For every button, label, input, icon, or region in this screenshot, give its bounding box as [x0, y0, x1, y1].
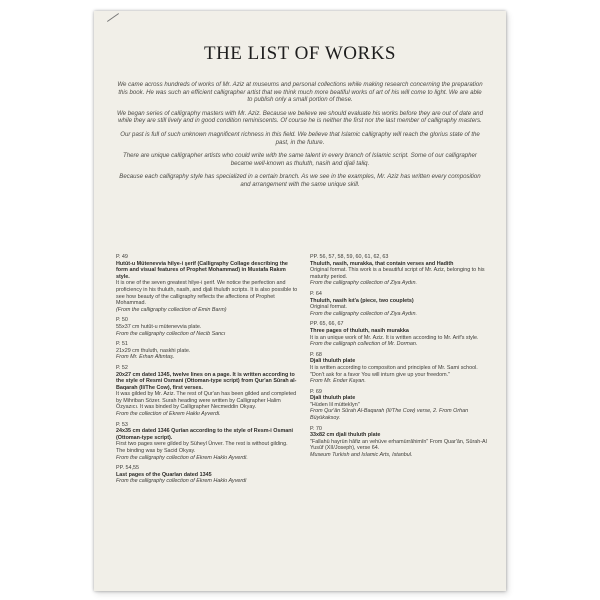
work-description: It is one of the seven greatest hilye-i şerif. We notice the perfection and proficiency in his thuluth, nasih, and djali thuluth scripts. It is also possible to see how beauty of the calligraphy reflects the affections of Prophet Mohammad.: [116, 280, 298, 307]
work-entry: [310, 291, 488, 317]
work-entry: [116, 254, 298, 313]
work-source: From Mr. Ender Kayan.: [310, 378, 366, 385]
work-heading: 24x35 cm dated 1346 Qurîan according to the style of Resm-i Osmani (Ottoman-type script).: [116, 428, 294, 441]
work-entry: [116, 422, 298, 462]
work-description: Original format.: [310, 304, 347, 311]
work-source: From the calligraphy collection of Ekrem Hakkı Ayverdi: [116, 478, 247, 485]
work-source: (From the calligraphy collection of Emin Barın): [116, 306, 227, 313]
intro-text: [116, 81, 484, 195]
document-page: [94, 11, 506, 591]
intro-paragraph: We came across hundreds of works of Mr. Aziz at museums and personal collections while making research concerning the preparation this book. He was such an efficient calligrapher artist that we think much more beatiful works of art of his will come to light. We are able to publish only a small portion of these.: [117, 81, 483, 104]
work-entry: [310, 321, 488, 347]
work-source: From the calligraphy collection of Ekrem Hakkı Ayverdi.: [116, 454, 248, 461]
intro-paragraph: There are unique calligrapher artists who could write with the same talent in every branch of Islamic script. Some of our calligrapher became well-known as thuluth, nasih and djali taliq.: [123, 152, 477, 167]
work-heading: 20x27 cm dated 1345, twelve lines on a page. It is written according to the style of Resmi Osmani (Ottoman-type script) from Qur'an Sûrah al-Baqarah (II/The Cow), first verses.: [116, 371, 297, 391]
work-entry: [116, 465, 298, 485]
intro-paragraph: Because each calligraphy style has specialized in a certain branch. As we see in the examples, Mr. Aziz has written every composition and arrangement with the same unique skill.: [119, 173, 481, 188]
work-heading: Thuluth, nasih kıt'a (piece, two couplets): [310, 297, 414, 304]
work-description: "Hüden lil müttekîyn": [310, 401, 360, 408]
page-reference: P. 52: [116, 364, 128, 371]
page-reference: P. 69: [310, 388, 322, 395]
work-entry: [116, 365, 298, 418]
work-heading: Last pages of the Quarîan dated 1345: [116, 471, 212, 478]
work-heading: Thuluth, nasih, murakka, that contain verses and Hadith: [310, 260, 454, 267]
work-heading: 33x82 cm djali thuluth plate: [310, 432, 381, 439]
page-title: THE LIST OF WORKS: [203, 43, 396, 64]
work-source: From Mr. Erhan Altıntaş.: [116, 354, 175, 361]
work-entry: [310, 389, 488, 422]
page-reference: P. 50: [116, 317, 128, 324]
work-entry: [310, 426, 488, 459]
work-description: 55x37 cm hutût-u mütenevvia plate.: [116, 323, 202, 330]
work-source: From Qur'ân Sûrah Al-Baqarah (II/The Cow) verse, 2. From Orhan Büyükaksoy.: [310, 408, 469, 422]
work-heading: Djali thuluth plate: [310, 395, 356, 402]
work-heading: Djali thuluth plate: [310, 358, 356, 365]
work-heading: Hutût-u Mütenevvia hilye-i şerif (Calligraphy Collage describing the form and visual features of Prophet Mohammad) in Mustafa Rakım style.: [116, 260, 288, 280]
left-column: [116, 254, 298, 489]
page-reference: P. 53: [116, 421, 128, 428]
work-description: First two pages were gilded by Süheyl Ünver. The rest is without gilding. The binding was by Sacid Okyay.: [116, 441, 288, 455]
work-entry: [310, 352, 488, 385]
intro-paragraph: Our past is full of such unknown magnificent richness in this field. We believe that Islamic calligraphy will reach the glorius state of the past, in the future.: [120, 130, 480, 146]
pencil-mark: [107, 13, 119, 22]
work-entry: [116, 341, 298, 361]
page-reference: P. 51: [116, 341, 128, 348]
page-reference: P. 49: [116, 254, 128, 260]
page-reference: PP. 54,55: [116, 465, 139, 472]
work-source: From the calligraphy collection of Ziya Aydın.: [310, 280, 418, 287]
page-reference: P. 68: [310, 351, 322, 358]
work-heading: Three pages of thuluth, nasih murakka: [310, 327, 409, 334]
work-description: "Fallahü hayrün hâfiz an vehüve erhamürrâhimîn" From Quar'ân, Sûrah-Al Yusûf (XII/Joseph), verse 64.: [310, 438, 487, 452]
work-entry: [310, 254, 488, 287]
intro-paragraph: We began series of calligraphy masters with Mr. Aziz. Because we believe we should evaluate his works before they are out of date and while they are still lively and in good condition reminiscents. Of course he is neither the first nor the last member of calligraphy masters.: [117, 109, 483, 125]
work-source: From the calligraphy collection of Necib Sancı: [116, 330, 226, 337]
page-reference: PP. 56, 57, 58, 59, 60, 61, 62, 63: [310, 254, 389, 260]
work-description: It was gilded by Mr. Aziz. The rest of Qur'an has been gilded and completed by Mihriban Sözer. Surah heading were written by Calligrapher Halim Özyazıcı. It was binded by Calligrapher Necmeddin Okyay.: [116, 391, 297, 411]
work-description: Original format. This work is a beautiful script of Mr. Aziz, belonging to his maturity period.: [310, 267, 485, 280]
page-reference: PP. 65, 66, 67: [310, 321, 344, 328]
work-description: 21x29 cm thuluth, naskhi plate.: [116, 347, 191, 354]
work-source: From the calligraph collection of Mr. Dorman.: [310, 341, 418, 348]
page-reference: P. 64: [310, 290, 322, 297]
page-reference: P. 70: [310, 425, 322, 432]
work-description: It is written according to compositon and principles of Mr. Sami school. "Don't ask for a favor You will inturn give up your freedom.": [310, 364, 478, 378]
work-description: It is an unique work of Mr. Aziz. It is written according to Mr. Arif's style.: [310, 334, 479, 341]
work-source: From the collection of Ekrem Hakkı Ayverdi.: [116, 411, 221, 418]
work-source: From the calligraphy collection of Ziya Aydın.: [310, 310, 418, 317]
work-entry: [116, 317, 298, 337]
right-column: [310, 254, 488, 463]
work-source: Museum Turkish and Islamic Arts, Istanbul.: [310, 452, 413, 459]
